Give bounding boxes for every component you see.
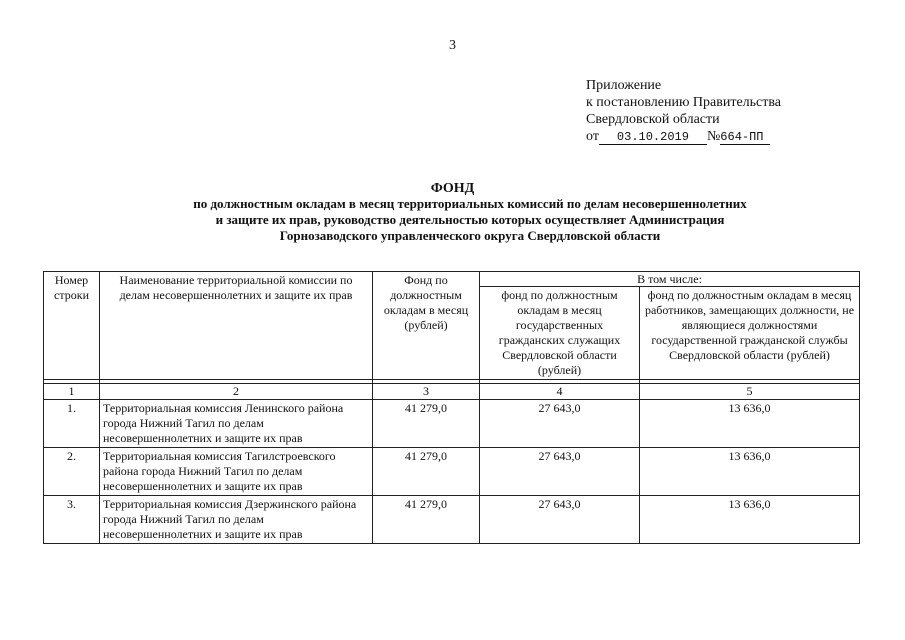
resolution-date: 03.10.2019 — [599, 130, 707, 145]
total-fund-value: 41 279,0 — [373, 448, 480, 496]
row-number: 2. — [44, 448, 100, 496]
subtitle-line-3: Горнозаводского управленческого округа Свердловской области — [279, 228, 661, 243]
document-subtitle — [100, 196, 840, 244]
other-workers-fund-value: 13 636,0 — [640, 400, 860, 448]
appendix-signature-line — [586, 128, 781, 145]
number-prefix: № — [706, 129, 721, 144]
commission-name: Территориальная комиссия Тагилстроевского района города Нижний Тагил по делам несовершеннолетних и защите их прав — [100, 448, 373, 496]
date-prefix: от — [586, 129, 599, 144]
appendix-line-1: Приложение — [586, 78, 662, 93]
civil-servants-fund-value: 27 643,0 — [480, 400, 640, 448]
commission-name: Территориальная комиссия Дзержинского района города Нижний Тагил по делам несовершеннолетних и защите их прав — [100, 496, 373, 544]
header-including: В том числе: — [480, 272, 860, 287]
column-number-1: 1 — [44, 384, 100, 400]
table-row — [44, 400, 860, 448]
row-number: 3. — [44, 496, 100, 544]
appendix-line-2: к постановлению Правительства — [586, 95, 782, 110]
civil-servants-fund-value: 27 643,0 — [480, 448, 640, 496]
column-number-5: 5 — [640, 384, 860, 400]
total-fund-value: 41 279,0 — [373, 400, 480, 448]
column-number-3: 3 — [373, 384, 480, 400]
subtitle-line-2: и защите их прав, руководство деятельностью которых осуществляет Администрация — [215, 212, 725, 227]
header-other-workers-fund: фонд по должностным окладам в месяц работников, замещающих должности, не являющиеся должностями государственной гражданской службы Свердловской области (рублей) — [640, 287, 860, 380]
header-row-number: Номер строки — [44, 272, 100, 380]
column-number-row — [44, 384, 860, 400]
column-number-2: 2 — [100, 384, 373, 400]
column-number-4: 4 — [480, 384, 640, 400]
resolution-number: 664-ПП — [720, 130, 770, 145]
commission-name: Территориальная комиссия Ленинского района города Нижний Тагил по делам несовершеннолетних и защите их прав — [100, 400, 373, 448]
header-total-fund: Фонд по должностным окладам в месяц (рублей) — [373, 272, 480, 380]
appendix-line-3: Свердловской области — [586, 112, 720, 127]
other-workers-fund-value: 13 636,0 — [640, 448, 860, 496]
subtitle-line-1: по должностным окладам в месяц территориальных комиссий по делам несовершеннолетних — [193, 196, 747, 211]
row-number: 1. — [44, 400, 100, 448]
table-row — [44, 496, 860, 544]
other-workers-fund-value: 13 636,0 — [640, 496, 860, 544]
header-row-1 — [44, 272, 860, 287]
header-commission-name: Наименование территориальной комиссии по делам несовершеннолетних и защите их прав — [100, 272, 373, 380]
page-number: 3 — [449, 38, 456, 53]
total-fund-value: 41 279,0 — [373, 496, 480, 544]
header-civil-servants-fund: фонд по должностным окладам в месяц государственных гражданских служащих Свердловской области (рублей) — [480, 287, 640, 380]
appendix-block — [586, 77, 781, 145]
document-title: ФОНД — [430, 181, 475, 196]
table-row — [44, 448, 860, 496]
fund-table — [43, 271, 860, 544]
civil-servants-fund-value: 27 643,0 — [480, 496, 640, 544]
